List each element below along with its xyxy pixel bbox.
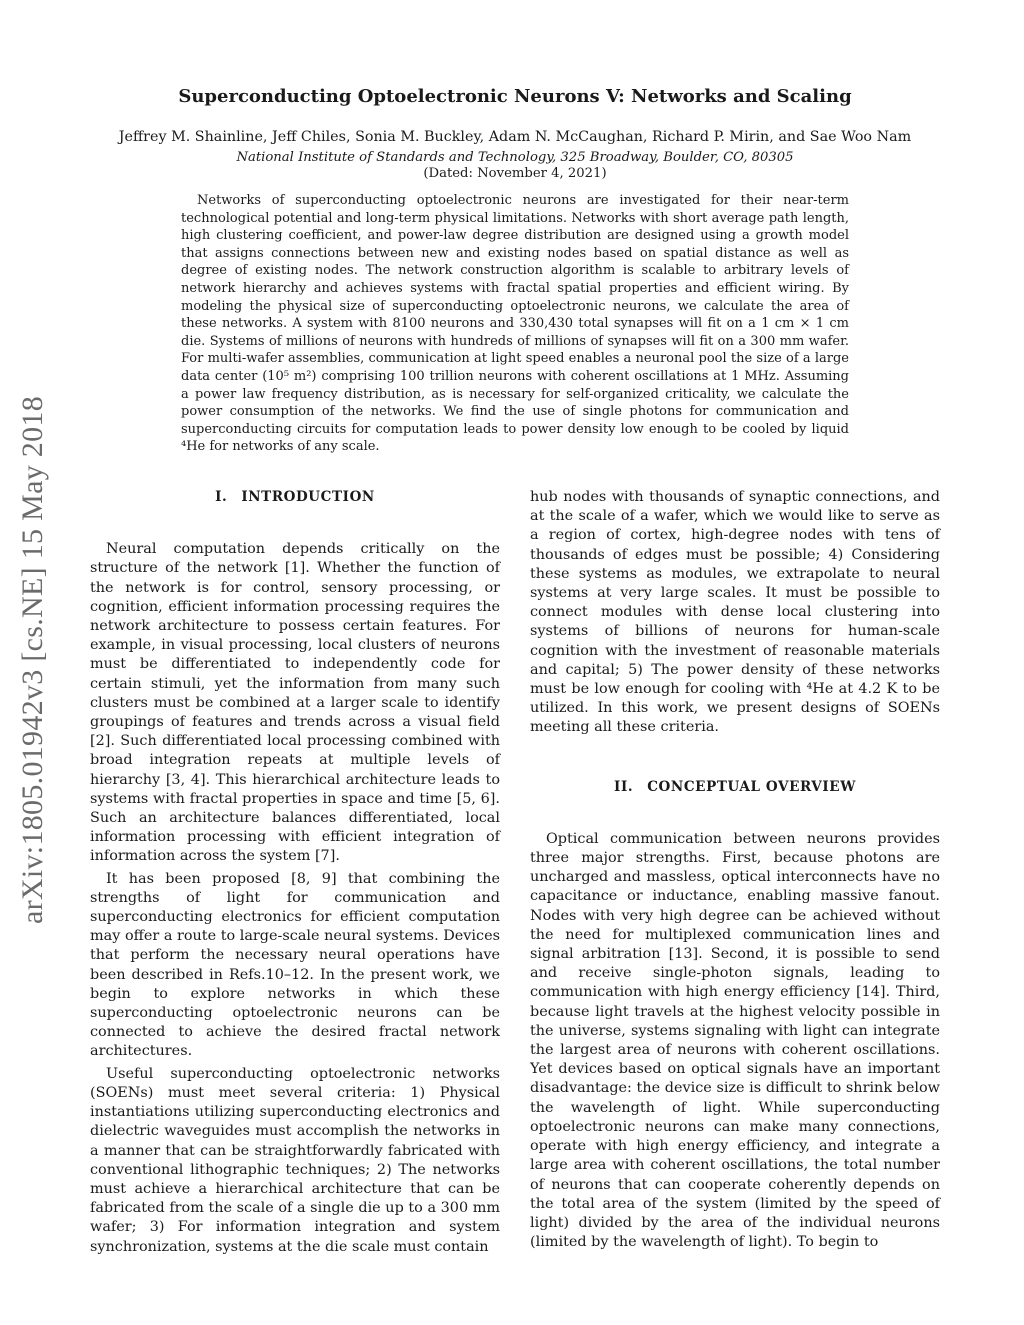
- date-line: (Dated: November 4, 2021): [423, 166, 607, 181]
- arxiv-identifier: arXiv:1805.01942v3 [cs.NE] 15 May 2018: [16, 396, 49, 924]
- right-column: [530, 488, 940, 1252]
- section-number: I.: [215, 489, 228, 505]
- left-column: [90, 488, 500, 1257]
- arxiv-sidebar: [8, 345, 58, 975]
- author-list: Jeffrey M. Shainline, Jeff Chiles, Sonia M. Buckley, Adam N. McCaughan, Richard P. Mirin, and Sae Woo Nam: [118, 129, 912, 145]
- affiliation: National Institute of Standards and Technology, 325 Broadway, Boulder, CO, 80305: [236, 150, 794, 165]
- paper-title: Superconducting Optoelectronic Neurons V: Networks and Scaling: [178, 86, 852, 107]
- section-number: II.: [614, 778, 634, 795]
- paragraph: Optical communication between neurons provides three major strengths. First, because photons are uncharged and massless, optical interconnects have no capacitance or inductance, enabling massive fanout. Nodes with very high degree can be achieved without the need for multiplexed communication lines and signal arbitration [13]. Second, it is possible to send and receive single-photon signals, leading to communication with high energy efficiency [14]. Third, because light travels at the highest velocity possible in the universe, systems signaling with light can integrate the largest area of neurons with coherent oscillations. Yet devices based on optical signals have an important disadvantage: the device size is difficult to shrink below the wavelength of light. While superconducting optoelectronic neurons can make many connections, operate with high energy efficiency, and integrate a large area with coherent oscillations, the total number of neurons that can cooperate coherently depends on the total area of the system (limited by the speed of light) divided by the area of the individual neurons (limited by the wavelength of light). To begin to: [530, 830, 940, 1251]
- paragraph-continuation: hub nodes with thousands of synaptic connections, and at the scale of a wafer, which we would like to serve as a region of cortex, high-degree nodes with tens of thousands of edges must be possible; 4) Considering these systems as modules, we extrapolate to neural systems at very large scales. It must be possible to connect modules with dense local clustering into systems of billions of neurons for human-scale cognition with the investment of reasonable materials and capital; 5) The power density of these networks must be low enough for cooling with ⁴He at 4.2 K to be utilized. In this work, we present designs of SOENs meeting all these criteria.: [530, 489, 940, 736]
- section-title: CONCEPTUAL OVERVIEW: [647, 778, 856, 795]
- section-title: INTRODUCTION: [241, 489, 375, 505]
- paragraph: It has been proposed [8, 9] that combining the strengths of light for communication and superconducting electronics for efficient computation may offer a route to large-scale neural systems. Devices that perform the necessary neural operations have been described in Refs.10–12. In the present work, we begin to explore networks in which these superconducting optoelectronic neurons can be connected to achieve the desired fractal network architectures.: [90, 870, 500, 1060]
- section-heading-conceptual-overview: [530, 778, 940, 797]
- paragraph: Neural computation depends critically on the structure of the network [1]. Whether the function of the network is for control, sensory processing, or cognition, efficient information processing requires the network architecture to possess certain features. For example, in visual processing, local clusters of neurons must be differentiated to independently code for certain stimuli, yet the information from many such clusters must be combined at a larger scale to identify groupings of features and trends across a visual field [2]. Such differentiated local processing combined with broad integration repeats at multiple levels of hierarchy [3, 4]. This hierarchical architecture leads to systems with fractal properties in space and time [5, 6]. Such an architecture balances differentiated, local information processing with efficient integration of information across the system [7].: [90, 541, 500, 865]
- paragraph: Useful superconducting optoelectronic networks (SOENs) must meet several criteria: 1) Physical instantiations utilizing superconducting electronics and dielectric waveguides must accomplish the networks in a manner that can be straightforwardly fabricated with conventional lithographic techniques; 2) The networks must achieve a hierarchical architecture that can be fabricated from the scale of a single die up to a 300 mm wafer; 3) For information integration and system synchronization, systems at the die scale must contain: [90, 1065, 500, 1255]
- section-heading-introduction: [90, 488, 500, 507]
- abstract: Networks of superconducting optoelectronic neurons are investigated for their near-term technological potential and long-term physical limitations. Networks with short average path length, high clustering coefficient, and power-law degree distribution are designed using a growth model that assigns connections between new and existing nodes based on spatial distance as well as degree of existing nodes. The network construction algorithm is scalable to arbitrary levels of network hierarchy and achieves systems with fractal spatial properties and efficient wiring. By modeling the physical size of superconducting optoelectronic neurons, we calculate the area of these networks. A system with 8100 neurons and 330,430 total synapses will fit on a 1 cm × 1 cm die. Systems of millions of neurons with hundreds of millions of synapses will fit on a 300 mm wafer. For multi-wafer assemblies, communication at light speed enables a neuronal pool the size of a large data center (10⁵ m²) comprising 100 trillion neurons with coherent oscillations at 1 MHz. Assuming a power law frequency distribution, as is necessary for self-organized criticality, we calculate the power consumption of the networks. We find the use of single photons for communication and superconducting circuits for computation leads to power density low enough to be cooled by liquid ⁴He for networks of any scale.: [181, 193, 849, 455]
